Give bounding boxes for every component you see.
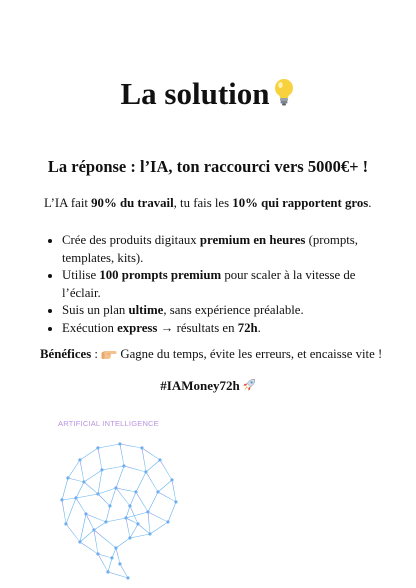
intro-paragraph <box>44 194 384 212</box>
intro-bold: 90% du travail <box>91 196 174 210</box>
network-node <box>136 522 139 525</box>
network-edge <box>120 444 142 448</box>
network-node <box>66 476 69 479</box>
network-edge <box>142 448 146 472</box>
hashtag <box>0 377 416 397</box>
network-edge <box>130 534 150 538</box>
network-edge <box>116 548 120 564</box>
network-edge <box>102 466 124 470</box>
list-item-text: , sans expérience préalable. <box>163 303 304 317</box>
bullet-list <box>44 232 397 337</box>
network-edge <box>126 518 138 524</box>
network-edge <box>76 498 86 514</box>
network-edge <box>108 558 112 572</box>
network-node <box>156 490 159 493</box>
network-node <box>128 504 131 507</box>
network-edge <box>76 482 84 498</box>
hashtag-text: #IAMoney72h <box>160 378 240 393</box>
benefits-line <box>40 345 385 365</box>
page-title-text: La solution <box>120 76 270 111</box>
network-edge <box>116 488 130 506</box>
network-edge <box>126 512 148 518</box>
network-node <box>148 532 151 535</box>
network-node <box>96 446 99 449</box>
list-item-bold: express <box>117 320 158 335</box>
benefits-text: Gagne du temps, évite les erreurs, et encaisse vite ! <box>117 347 383 361</box>
network-node <box>128 536 131 539</box>
network-edge <box>106 518 126 522</box>
network-node <box>78 540 81 543</box>
network-node <box>74 496 77 499</box>
network-edge <box>136 472 146 492</box>
list-item-text: . <box>257 320 261 335</box>
network-edge <box>86 514 106 522</box>
network-edge <box>136 492 148 512</box>
network-node <box>122 464 125 467</box>
network-node <box>174 500 177 503</box>
network-edge <box>94 522 106 530</box>
list-item-bold: premium en heures <box>199 233 306 247</box>
network-edge <box>146 472 158 492</box>
network-node <box>140 446 143 449</box>
list-item-text: Crée des produits digitaux <box>62 233 200 247</box>
network-node <box>166 520 169 523</box>
network-node <box>144 470 147 473</box>
network-node <box>124 516 127 519</box>
list-item-bold: 72h <box>237 320 258 335</box>
list-item <box>62 267 397 302</box>
network-edge <box>116 538 130 548</box>
network-edge <box>98 444 120 448</box>
network-node <box>170 478 173 481</box>
list-item-text: Suis un plan <box>62 303 129 317</box>
intro-text: . <box>368 196 372 210</box>
network-edge <box>148 512 168 522</box>
network-edge <box>68 478 84 482</box>
network-node <box>114 546 117 549</box>
list-item <box>62 320 397 338</box>
network-edge <box>142 448 160 460</box>
network-node <box>118 562 121 565</box>
list-item <box>62 302 397 320</box>
rocket-icon <box>242 378 256 397</box>
network-edge <box>98 494 110 506</box>
network-edge <box>98 448 102 470</box>
network-edge <box>138 524 150 534</box>
network-edge <box>94 530 116 548</box>
intro-text: L’IA fait <box>44 196 92 210</box>
network-node <box>96 492 99 495</box>
network-edge <box>158 492 176 502</box>
network-edge <box>160 460 172 480</box>
network-edge <box>126 506 130 518</box>
network-edge <box>66 498 76 524</box>
network-edge <box>112 548 116 558</box>
network-edge <box>124 466 146 472</box>
list-item-text: Exécution <box>62 320 118 335</box>
intro-bold: 10% qui rapportent gros <box>232 196 369 210</box>
network-edge <box>98 470 102 494</box>
network-edge <box>94 530 98 554</box>
network-edge <box>84 482 98 494</box>
network-node <box>64 522 67 525</box>
network-edge <box>150 522 168 534</box>
network-node <box>118 442 121 445</box>
network-edge <box>148 492 158 512</box>
network-edge <box>148 512 150 534</box>
network-edge <box>80 448 98 460</box>
benefits-label: Bénéfices <box>40 347 92 361</box>
network-node <box>84 512 87 515</box>
network-edge <box>110 488 116 506</box>
network-edge <box>62 500 66 524</box>
network-node <box>146 510 149 513</box>
benefits-separator: : <box>91 347 102 361</box>
intro-text: , tu fais les <box>173 196 233 210</box>
list-item-bold: 100 prompts premium <box>99 268 222 282</box>
network-edge <box>84 470 102 482</box>
list-item <box>62 232 397 267</box>
network-node <box>110 556 113 559</box>
list-item-text: pour scaler à la vitesse de l’éclair. <box>62 268 356 300</box>
network-edge <box>62 478 68 500</box>
network-node <box>96 552 99 555</box>
list-item-text: → résultats en <box>157 320 238 335</box>
network-edge <box>130 524 138 538</box>
network-node <box>78 458 81 461</box>
list-item-bold: ultime <box>128 303 164 317</box>
network-node <box>82 480 85 483</box>
network-node <box>100 468 103 471</box>
network-node <box>60 498 63 501</box>
network-edge <box>98 488 116 494</box>
network-edge <box>158 480 172 492</box>
network-edge <box>106 506 110 522</box>
subtitle: La réponse : l’IA, ton raccourci vers 5000€+ ! <box>47 157 369 176</box>
network-edge <box>80 460 84 482</box>
network-edge <box>168 502 176 522</box>
pointing-hand-icon <box>101 347 117 365</box>
network-node <box>114 486 117 489</box>
network-edge <box>68 460 80 478</box>
network-node <box>106 570 109 573</box>
network-edge <box>120 444 124 466</box>
network-edge <box>126 518 130 538</box>
list-item-text: Utilise <box>62 268 100 282</box>
network-node <box>108 504 111 507</box>
network-edge <box>116 466 124 488</box>
network-edge <box>76 494 98 498</box>
network-node <box>158 458 161 461</box>
network-edge <box>130 492 136 506</box>
network-node <box>134 490 137 493</box>
network-edge <box>62 498 76 500</box>
network-edge <box>80 542 98 554</box>
lightbulb-icon <box>272 77 296 117</box>
network-node <box>126 576 129 579</box>
network-edge <box>172 480 176 502</box>
network-edge <box>146 460 160 472</box>
network-node <box>92 528 95 531</box>
network-node <box>104 520 107 523</box>
ai-illustration-label: ARTIFICIAL INTELLIGENCE <box>58 419 159 428</box>
list-item-text: (prompts, templates, kits). <box>62 233 358 265</box>
page-title <box>0 74 416 117</box>
network-edge <box>66 524 80 542</box>
brain-network-illustration <box>50 430 182 587</box>
